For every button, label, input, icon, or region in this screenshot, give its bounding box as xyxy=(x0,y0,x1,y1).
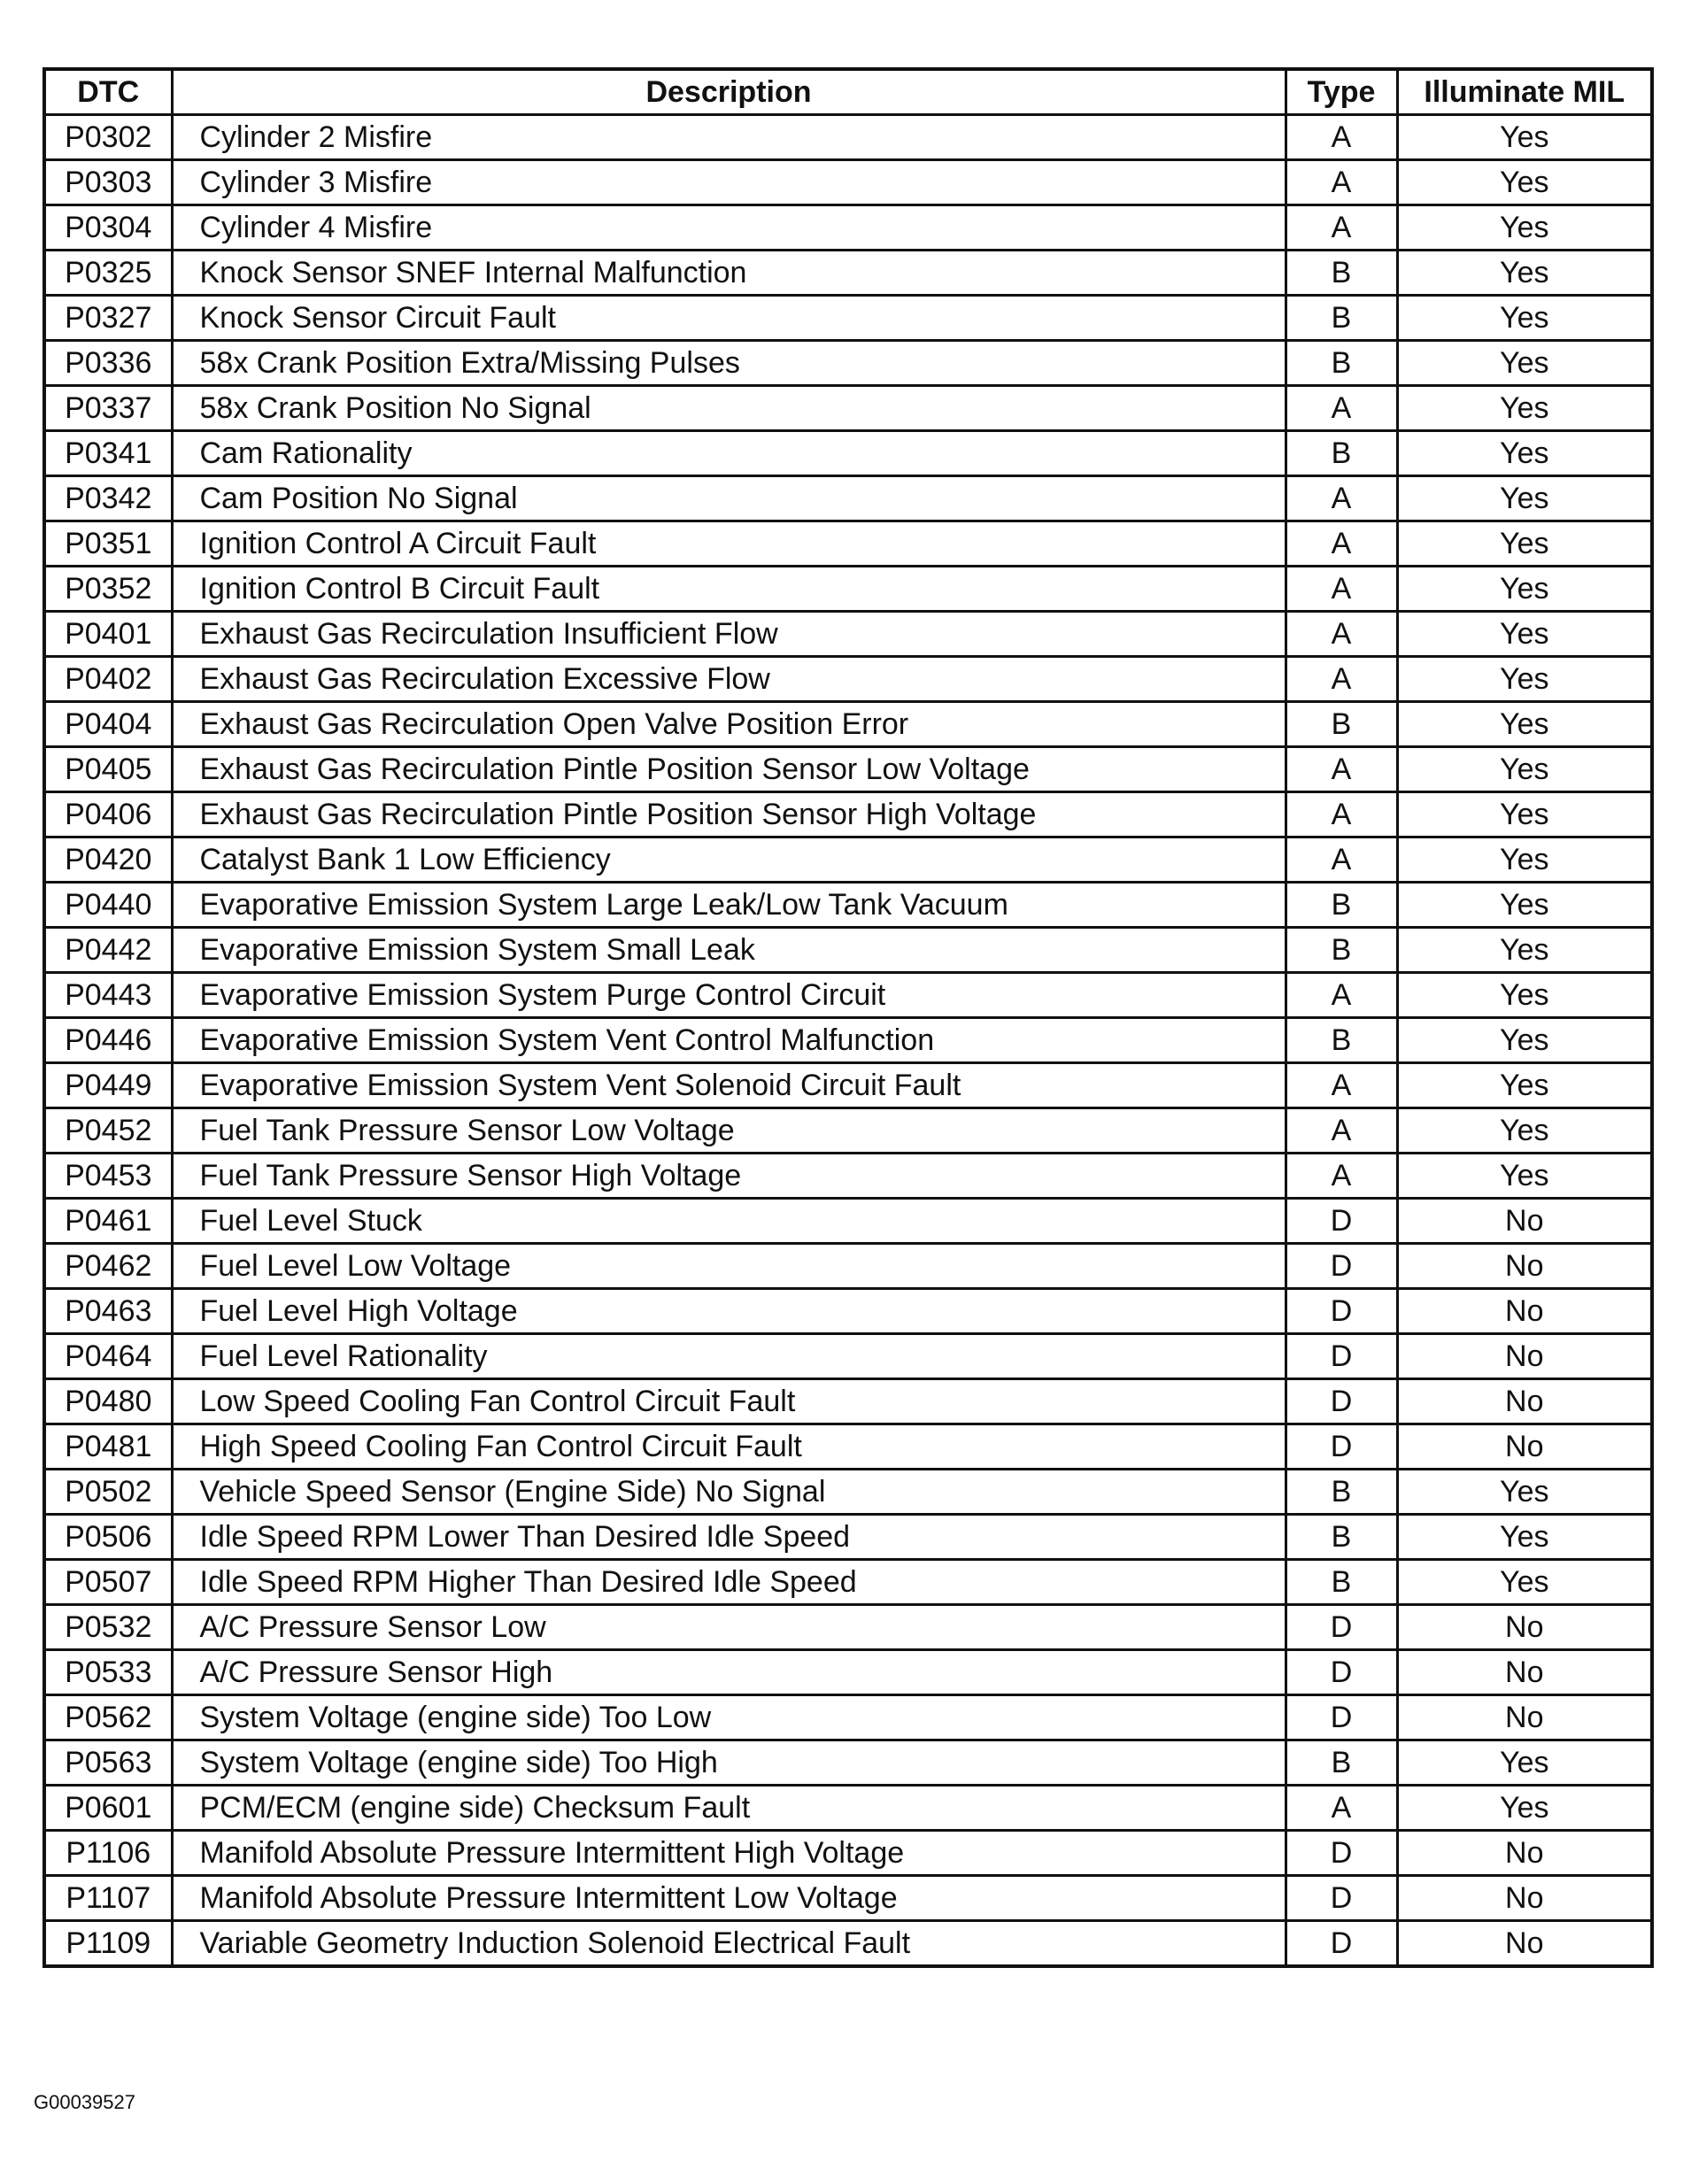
cell-illuminate-mil: Yes xyxy=(1397,883,1652,928)
header-description: Description xyxy=(172,69,1286,115)
cell-illuminate-mil: No xyxy=(1397,1831,1652,1876)
table-row xyxy=(44,567,1652,612)
table-row xyxy=(44,1289,1652,1334)
cell-type: B xyxy=(1286,1560,1397,1605)
table-row xyxy=(44,296,1652,341)
cell-dtc: P0342 xyxy=(44,476,172,521)
cell-description: Fuel Tank Pressure Sensor High Voltage xyxy=(172,1154,1286,1199)
cell-type: B xyxy=(1286,1740,1397,1786)
cell-illuminate-mil: No xyxy=(1397,1695,1652,1740)
table-row xyxy=(44,386,1652,431)
cell-type: B xyxy=(1286,702,1397,747)
cell-type: A xyxy=(1286,747,1397,792)
cell-dtc: P0404 xyxy=(44,702,172,747)
cell-dtc: P0533 xyxy=(44,1650,172,1695)
table-row xyxy=(44,1154,1652,1199)
cell-dtc: P0341 xyxy=(44,431,172,476)
table-row xyxy=(44,476,1652,521)
cell-description: Evaporative Emission System Vent Solenoid Circuit Fault xyxy=(172,1063,1286,1108)
cell-type: A xyxy=(1286,1063,1397,1108)
cell-type: A xyxy=(1286,1786,1397,1831)
cell-dtc: P1109 xyxy=(44,1921,172,1967)
table-row xyxy=(44,1831,1652,1876)
cell-description: System Voltage (engine side) Too Low xyxy=(172,1695,1286,1740)
table-row xyxy=(44,1560,1652,1605)
cell-illuminate-mil: Yes xyxy=(1397,251,1652,296)
cell-illuminate-mil: Yes xyxy=(1397,567,1652,612)
cell-type: D xyxy=(1286,1379,1397,1424)
cell-description: Fuel Tank Pressure Sensor Low Voltage xyxy=(172,1108,1286,1154)
cell-dtc: P0405 xyxy=(44,747,172,792)
cell-type: B xyxy=(1286,1515,1397,1560)
cell-dtc: P1107 xyxy=(44,1876,172,1921)
cell-illuminate-mil: No xyxy=(1397,1605,1652,1650)
cell-type: A xyxy=(1286,657,1397,702)
cell-dtc: P0563 xyxy=(44,1740,172,1786)
header-illuminate-mil: Illuminate MIL xyxy=(1397,69,1652,115)
table-row xyxy=(44,1018,1652,1063)
cell-description: Cylinder 4 Misfire xyxy=(172,205,1286,251)
figure-id: G00039527 xyxy=(34,2091,135,2113)
cell-illuminate-mil: Yes xyxy=(1397,521,1652,567)
cell-illuminate-mil: Yes xyxy=(1397,160,1652,205)
cell-type: A xyxy=(1286,837,1397,883)
cell-type: D xyxy=(1286,1289,1397,1334)
cell-dtc: P0336 xyxy=(44,341,172,386)
cell-type: A xyxy=(1286,792,1397,837)
table-row xyxy=(44,1650,1652,1695)
cell-dtc: P0402 xyxy=(44,657,172,702)
cell-illuminate-mil: Yes xyxy=(1397,386,1652,431)
cell-type: D xyxy=(1286,1650,1397,1695)
cell-dtc: P1106 xyxy=(44,1831,172,1876)
cell-description: Cylinder 2 Misfire xyxy=(172,115,1286,160)
cell-type: D xyxy=(1286,1199,1397,1244)
cell-description: Evaporative Emission System Vent Control Malfunction xyxy=(172,1018,1286,1063)
cell-description: Knock Sensor Circuit Fault xyxy=(172,296,1286,341)
cell-dtc: P0601 xyxy=(44,1786,172,1831)
table-row xyxy=(44,1740,1652,1786)
cell-type: A xyxy=(1286,386,1397,431)
cell-description: System Voltage (engine side) Too High xyxy=(172,1740,1286,1786)
cell-dtc: P0325 xyxy=(44,251,172,296)
cell-description: Ignition Control B Circuit Fault xyxy=(172,567,1286,612)
cell-illuminate-mil: Yes xyxy=(1397,1154,1652,1199)
table-row xyxy=(44,837,1652,883)
cell-illuminate-mil: Yes xyxy=(1397,702,1652,747)
cell-dtc: P0446 xyxy=(44,1018,172,1063)
table-row xyxy=(44,1605,1652,1650)
table-row xyxy=(44,1921,1652,1967)
table-row xyxy=(44,657,1652,702)
table-row xyxy=(44,612,1652,657)
table-row xyxy=(44,1695,1652,1740)
cell-description: High Speed Cooling Fan Control Circuit Fault xyxy=(172,1424,1286,1470)
cell-type: D xyxy=(1286,1921,1397,1967)
cell-type: D xyxy=(1286,1244,1397,1289)
cell-type: D xyxy=(1286,1424,1397,1470)
table-row xyxy=(44,431,1652,476)
cell-type: B xyxy=(1286,251,1397,296)
cell-description: Fuel Level Stuck xyxy=(172,1199,1286,1244)
cell-dtc: P0303 xyxy=(44,160,172,205)
table-row xyxy=(44,521,1652,567)
cell-illuminate-mil: Yes xyxy=(1397,837,1652,883)
cell-dtc: P0452 xyxy=(44,1108,172,1154)
table-row xyxy=(44,1515,1652,1560)
cell-dtc: P0449 xyxy=(44,1063,172,1108)
cell-dtc: P0507 xyxy=(44,1560,172,1605)
cell-description: Exhaust Gas Recirculation Pintle Position Sensor High Voltage xyxy=(172,792,1286,837)
cell-dtc: P0506 xyxy=(44,1515,172,1560)
cell-dtc: P0502 xyxy=(44,1470,172,1515)
cell-type: B xyxy=(1286,431,1397,476)
cell-dtc: P0480 xyxy=(44,1379,172,1424)
cell-dtc: P0443 xyxy=(44,973,172,1018)
cell-description: Cam Rationality xyxy=(172,431,1286,476)
table-row xyxy=(44,702,1652,747)
cell-description: Variable Geometry Induction Solenoid Electrical Fault xyxy=(172,1921,1286,1967)
dtc-table xyxy=(42,67,1654,1968)
table-row xyxy=(44,1470,1652,1515)
cell-dtc: P0327 xyxy=(44,296,172,341)
cell-illuminate-mil: Yes xyxy=(1397,928,1652,973)
header-dtc: DTC xyxy=(44,69,172,115)
table-row xyxy=(44,1108,1652,1154)
cell-type: D xyxy=(1286,1334,1397,1379)
table-row xyxy=(44,928,1652,973)
cell-type: A xyxy=(1286,160,1397,205)
cell-dtc: P0420 xyxy=(44,837,172,883)
cell-type: B xyxy=(1286,1470,1397,1515)
cell-illuminate-mil: No xyxy=(1397,1379,1652,1424)
table-row xyxy=(44,883,1652,928)
table-header-row xyxy=(44,69,1652,115)
cell-illuminate-mil: No xyxy=(1397,1289,1652,1334)
cell-type: A xyxy=(1286,1108,1397,1154)
table-row xyxy=(44,160,1652,205)
cell-type: B xyxy=(1286,296,1397,341)
cell-illuminate-mil: Yes xyxy=(1397,1740,1652,1786)
cell-description: Exhaust Gas Recirculation Excessive Flow xyxy=(172,657,1286,702)
cell-description: Manifold Absolute Pressure Intermittent High Voltage xyxy=(172,1831,1286,1876)
cell-type: A xyxy=(1286,205,1397,251)
cell-illuminate-mil: No xyxy=(1397,1244,1652,1289)
cell-description: Exhaust Gas Recirculation Insufficient Flow xyxy=(172,612,1286,657)
cell-description: Evaporative Emission System Large Leak/Low Tank Vacuum xyxy=(172,883,1286,928)
cell-description: Fuel Level Low Voltage xyxy=(172,1244,1286,1289)
cell-description: Fuel Level Rationality xyxy=(172,1334,1286,1379)
cell-illuminate-mil: Yes xyxy=(1397,657,1652,702)
cell-description: Exhaust Gas Recirculation Open Valve Position Error xyxy=(172,702,1286,747)
header-type: Type xyxy=(1286,69,1397,115)
cell-dtc: P0440 xyxy=(44,883,172,928)
table-row xyxy=(44,1334,1652,1379)
cell-description: PCM/ECM (engine side) Checksum Fault xyxy=(172,1786,1286,1831)
cell-illuminate-mil: Yes xyxy=(1397,1560,1652,1605)
cell-dtc: P0406 xyxy=(44,792,172,837)
cell-description: Evaporative Emission System Small Leak xyxy=(172,928,1286,973)
cell-type: A xyxy=(1286,973,1397,1018)
cell-type: D xyxy=(1286,1695,1397,1740)
cell-description: Manifold Absolute Pressure Intermittent Low Voltage xyxy=(172,1876,1286,1921)
table-row xyxy=(44,1786,1652,1831)
table-row xyxy=(44,792,1652,837)
cell-description: Evaporative Emission System Purge Control Circuit xyxy=(172,973,1286,1018)
cell-dtc: P0481 xyxy=(44,1424,172,1470)
cell-dtc: P0562 xyxy=(44,1695,172,1740)
cell-description: Fuel Level High Voltage xyxy=(172,1289,1286,1334)
cell-illuminate-mil: Yes xyxy=(1397,612,1652,657)
cell-illuminate-mil: Yes xyxy=(1397,1063,1652,1108)
cell-description: Idle Speed RPM Lower Than Desired Idle Speed xyxy=(172,1515,1286,1560)
cell-description: Exhaust Gas Recirculation Pintle Position Sensor Low Voltage xyxy=(172,747,1286,792)
cell-description: A/C Pressure Sensor Low xyxy=(172,1605,1286,1650)
cell-description: Knock Sensor SNEF Internal Malfunction xyxy=(172,251,1286,296)
table-row xyxy=(44,341,1652,386)
table-row xyxy=(44,1424,1652,1470)
cell-illuminate-mil: Yes xyxy=(1397,341,1652,386)
cell-description: 58x Crank Position No Signal xyxy=(172,386,1286,431)
cell-dtc: P0337 xyxy=(44,386,172,431)
cell-illuminate-mil: Yes xyxy=(1397,1018,1652,1063)
cell-illuminate-mil: Yes xyxy=(1397,296,1652,341)
table-row xyxy=(44,973,1652,1018)
cell-illuminate-mil: No xyxy=(1397,1424,1652,1470)
cell-illuminate-mil: Yes xyxy=(1397,1786,1652,1831)
cell-type: A xyxy=(1286,115,1397,160)
cell-illuminate-mil: Yes xyxy=(1397,115,1652,160)
cell-dtc: P0453 xyxy=(44,1154,172,1199)
cell-type: A xyxy=(1286,476,1397,521)
cell-description: A/C Pressure Sensor High xyxy=(172,1650,1286,1695)
cell-illuminate-mil: No xyxy=(1397,1334,1652,1379)
cell-type: D xyxy=(1286,1876,1397,1921)
cell-illuminate-mil: Yes xyxy=(1397,973,1652,1018)
cell-dtc: P0352 xyxy=(44,567,172,612)
cell-dtc: P0532 xyxy=(44,1605,172,1650)
cell-illuminate-mil: Yes xyxy=(1397,792,1652,837)
cell-illuminate-mil: Yes xyxy=(1397,1108,1652,1154)
cell-type: B xyxy=(1286,341,1397,386)
cell-type: D xyxy=(1286,1831,1397,1876)
cell-type: A xyxy=(1286,521,1397,567)
cell-illuminate-mil: Yes xyxy=(1397,476,1652,521)
cell-type: A xyxy=(1286,567,1397,612)
cell-dtc: P0302 xyxy=(44,115,172,160)
table-row xyxy=(44,747,1652,792)
table-row xyxy=(44,205,1652,251)
cell-type: D xyxy=(1286,1605,1397,1650)
cell-dtc: P0464 xyxy=(44,1334,172,1379)
cell-dtc: P0463 xyxy=(44,1289,172,1334)
cell-illuminate-mil: Yes xyxy=(1397,431,1652,476)
cell-illuminate-mil: No xyxy=(1397,1199,1652,1244)
cell-dtc: P0401 xyxy=(44,612,172,657)
table-row xyxy=(44,1063,1652,1108)
cell-dtc: P0442 xyxy=(44,928,172,973)
table-row xyxy=(44,1244,1652,1289)
cell-description: Vehicle Speed Sensor (Engine Side) No Signal xyxy=(172,1470,1286,1515)
table-row xyxy=(44,115,1652,160)
cell-dtc: P0351 xyxy=(44,521,172,567)
cell-illuminate-mil: Yes xyxy=(1397,205,1652,251)
cell-type: A xyxy=(1286,1154,1397,1199)
cell-dtc: P0304 xyxy=(44,205,172,251)
cell-dtc: P0462 xyxy=(44,1244,172,1289)
cell-illuminate-mil: No xyxy=(1397,1650,1652,1695)
table-row xyxy=(44,1379,1652,1424)
cell-illuminate-mil: Yes xyxy=(1397,1470,1652,1515)
cell-illuminate-mil: No xyxy=(1397,1876,1652,1921)
cell-illuminate-mil: No xyxy=(1397,1921,1652,1967)
cell-description: Idle Speed RPM Higher Than Desired Idle Speed xyxy=(172,1560,1286,1605)
cell-description: Catalyst Bank 1 Low Efficiency xyxy=(172,837,1286,883)
cell-type: A xyxy=(1286,612,1397,657)
cell-illuminate-mil: Yes xyxy=(1397,747,1652,792)
cell-description: Low Speed Cooling Fan Control Circuit Fault xyxy=(172,1379,1286,1424)
cell-description: Ignition Control A Circuit Fault xyxy=(172,521,1286,567)
cell-dtc: P0461 xyxy=(44,1199,172,1244)
cell-type: B xyxy=(1286,883,1397,928)
cell-type: B xyxy=(1286,928,1397,973)
table-body xyxy=(44,115,1652,1967)
cell-illuminate-mil: Yes xyxy=(1397,1515,1652,1560)
cell-type: B xyxy=(1286,1018,1397,1063)
table-row xyxy=(44,251,1652,296)
table-row xyxy=(44,1876,1652,1921)
table-row xyxy=(44,1199,1652,1244)
cell-description: Cam Position No Signal xyxy=(172,476,1286,521)
cell-description: 58x Crank Position Extra/Missing Pulses xyxy=(172,341,1286,386)
cell-description: Cylinder 3 Misfire xyxy=(172,160,1286,205)
